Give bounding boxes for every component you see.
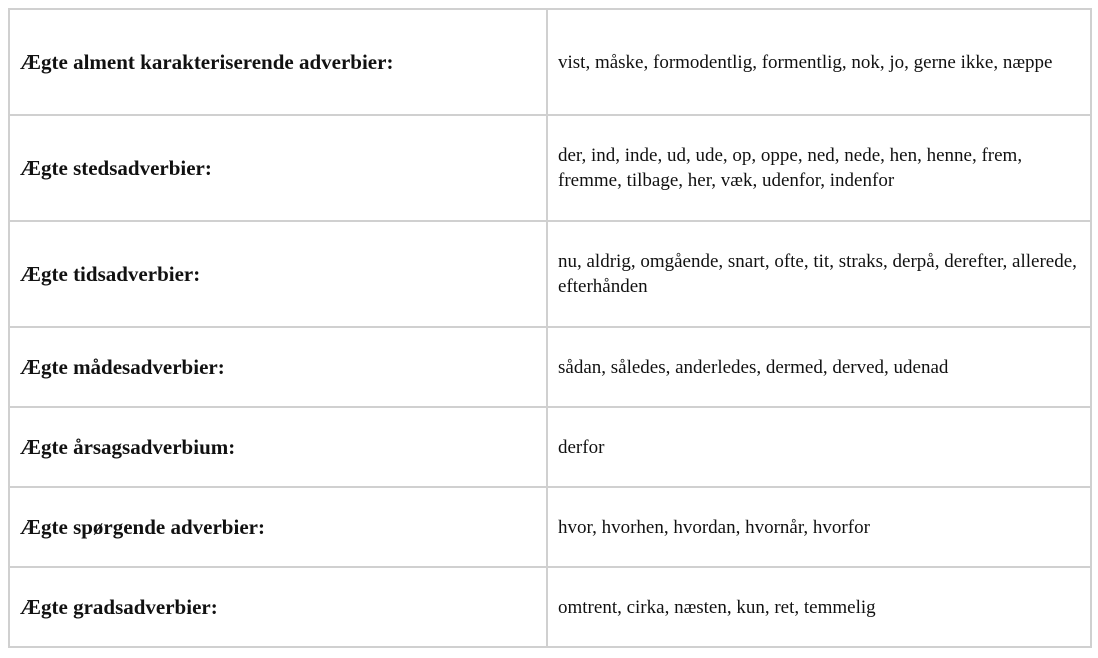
table-row: [9, 407, 1091, 487]
row-value: hvor, hvorhen, hvordan, hvornår, hvorfor: [547, 487, 1091, 567]
table-row: [9, 567, 1091, 647]
row-label: Ægte gradsadverbier:: [9, 567, 547, 647]
row-label: Ægte mådesadverbier:: [9, 327, 547, 407]
table-row: [9, 9, 1091, 115]
row-value: omtrent, cirka, næsten, kun, ret, temmelig: [547, 567, 1091, 647]
table-row: [9, 487, 1091, 567]
row-label: Ægte stedsadverbier:: [9, 115, 547, 221]
row-value: sådan, således, anderledes, dermed, derved, udenad: [547, 327, 1091, 407]
row-label: Ægte årsagsadverbium:: [9, 407, 547, 487]
row-value: derfor: [547, 407, 1091, 487]
row-value: der, ind, inde, ud, ude, op, oppe, ned, nede, hen, henne, frem, fremme, tilbage, her, væk, udenfor, indenfor: [547, 115, 1091, 221]
row-value: nu, aldrig, omgående, snart, ofte, tit, straks, derpå, derefter, allerede, efterhånden: [547, 221, 1091, 327]
table-row: [9, 115, 1091, 221]
row-value: vist, måske, formodentlig, formentlig, nok, jo, gerne ikke, næppe: [547, 9, 1091, 115]
row-label: Ægte spørgende adverbier:: [9, 487, 547, 567]
adverb-table: [8, 8, 1092, 648]
table-row: [9, 221, 1091, 327]
row-label: Ægte alment karakteriserende adverbier:: [9, 9, 547, 115]
row-label: Ægte tidsadverbier:: [9, 221, 547, 327]
table-row: [9, 327, 1091, 407]
